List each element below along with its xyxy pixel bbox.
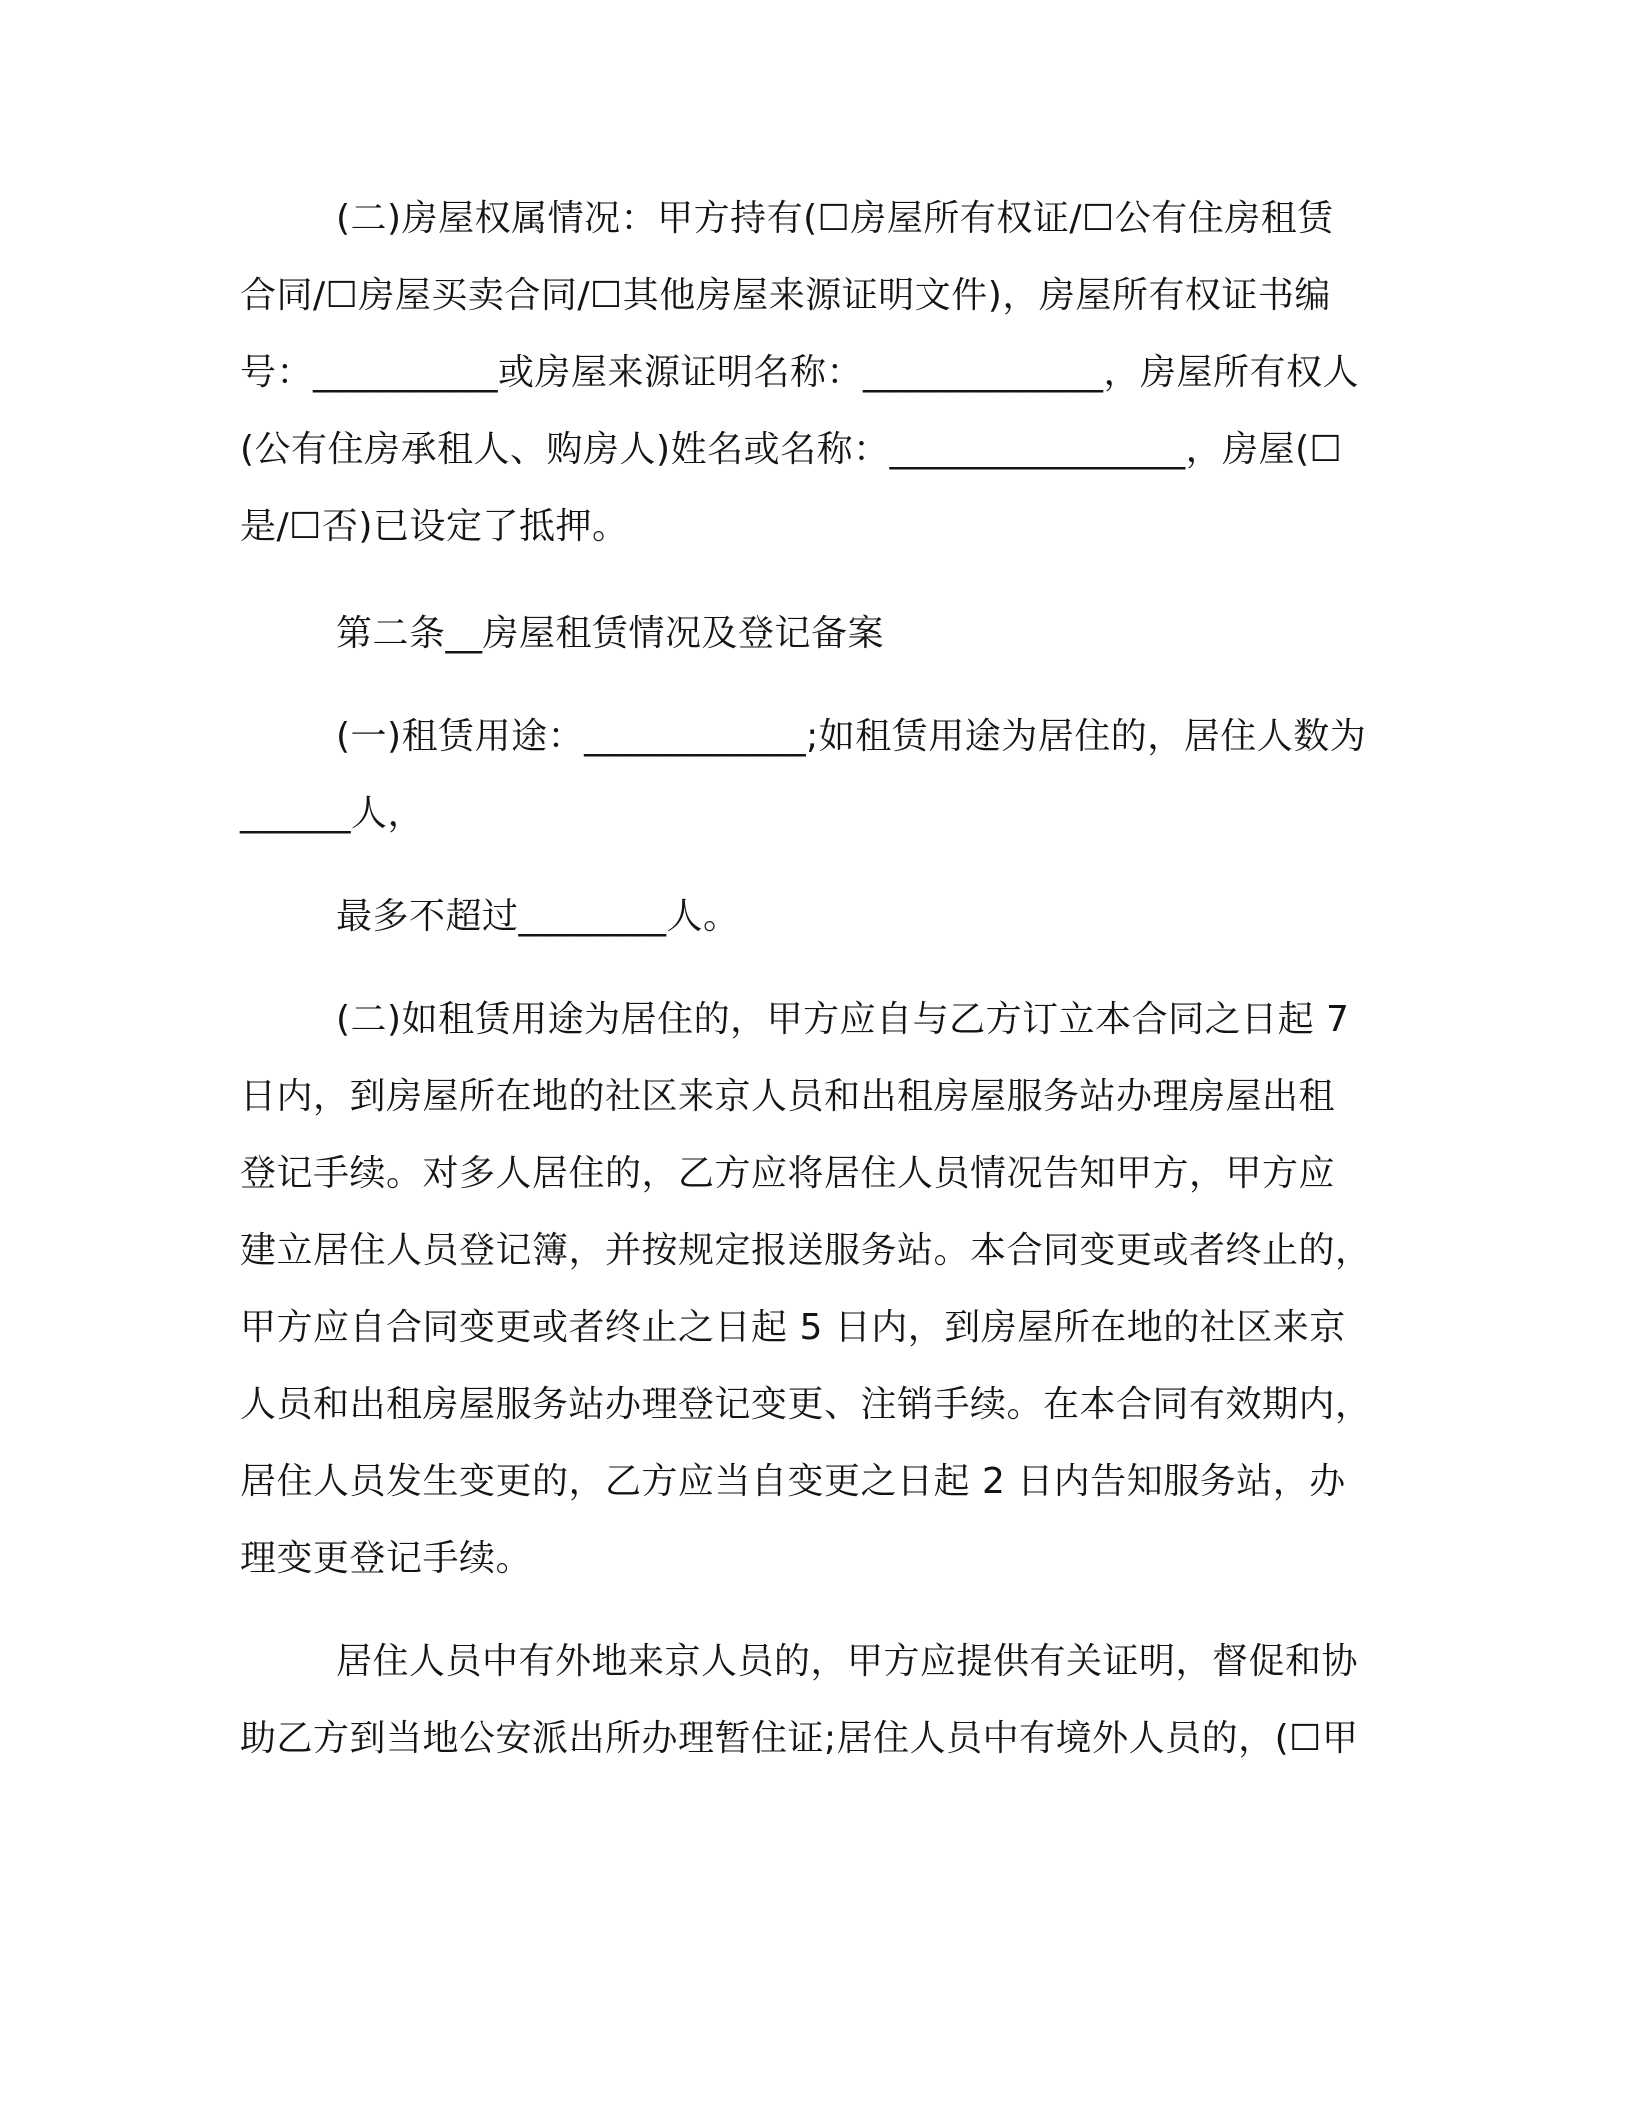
text-line: 登记手续。对多人居住的，乙方应将居住人员情况告知甲方，甲方应 — [240, 1153, 1336, 1194]
text-line: 日内，到房屋所在地的社区来京人员和出租房屋服务站办理房屋出租 — [240, 1076, 1336, 1117]
paragraph-max-occupants — [240, 878, 1390, 955]
text-line: ______人， — [240, 793, 425, 834]
section-heading-article-2 — [240, 595, 1390, 672]
text-line: 居住人员中有外地来京人员的，甲方应提供有关证明，督促和协 — [336, 1641, 1359, 1682]
text-line: (一)租赁用途：____________;如租赁用途为居住的，居住人数为 — [336, 716, 1367, 757]
text-line: 人员和出租房屋服务站办理登记变更、注销手续。在本合同有效期内， — [240, 1384, 1372, 1425]
text-line: (公有住房承租人、购房人)姓名或名称：________________，房屋(☐ — [240, 429, 1343, 470]
text-line: 甲方应自合同变更或者终止之日起 5 日内，到房屋所在地的社区来京 — [240, 1307, 1346, 1348]
text-line: (二)如租赁用途为居住的，甲方应自与乙方订立本合同之日起 7 — [336, 999, 1350, 1040]
paragraph-ownership — [240, 180, 1390, 565]
text-line: 是/☐否)已设定了抵押。 — [240, 506, 629, 547]
paragraph-spacer — [240, 852, 1390, 878]
paragraph-spacer — [240, 1597, 1390, 1623]
text-line: 理变更登记手续。 — [240, 1538, 533, 1579]
text-line: 居住人员发生变更的，乙方应当自变更之日起 2 日内告知服务站，办 — [240, 1461, 1346, 1502]
paragraph-registration — [240, 981, 1390, 1597]
paragraph-spacer — [240, 565, 1390, 595]
text-line: 最多不超过________人。 — [336, 896, 740, 937]
text-line: (二)房屋权属情况：甲方持有(☐房屋所有权证/☐公有住房租赁 — [336, 198, 1334, 239]
text-line: 号：__________或房屋来源证明名称：_____________，房屋所有权人 — [240, 352, 1360, 393]
text-line: 建立居住人员登记簿，并按规定报送服务站。本合同变更或者终止的， — [240, 1230, 1372, 1271]
paragraph-spacer — [240, 955, 1390, 981]
paragraph-spacer — [240, 672, 1390, 698]
text-line: 合同/☐房屋买卖合同/☐其他房屋来源证明文件)，房屋所有权证书编 — [240, 275, 1331, 316]
document-page — [240, 180, 1390, 1777]
text-line: 第二条__房屋租赁情况及登记备案 — [336, 613, 885, 654]
paragraph-rental-purpose — [240, 698, 1390, 852]
paragraph-nonlocal-residents — [240, 1623, 1390, 1777]
text-line: 助乙方到当地公安派出所办理暂住证;居住人员中有境外人员的，(☐甲 — [240, 1718, 1359, 1759]
